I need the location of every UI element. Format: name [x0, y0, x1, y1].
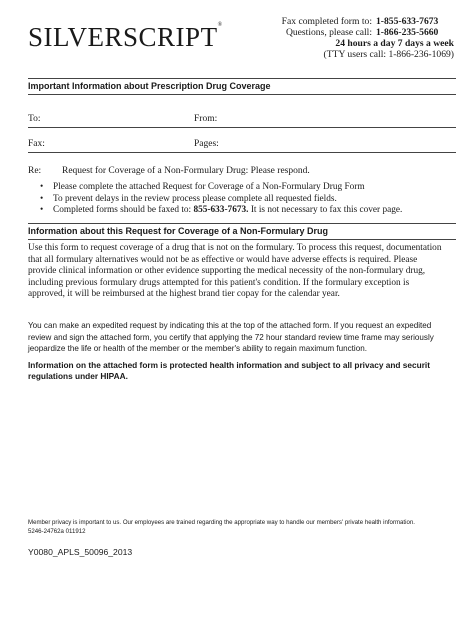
divider — [28, 127, 456, 128]
divider — [28, 94, 456, 95]
re-line — [28, 166, 310, 176]
contact-phone-number: 1-866-235-5660 — [376, 27, 439, 38]
document-code: Y0080_APLS_50096_2013 — [28, 547, 133, 557]
list-item: • Please complete the attached Request for Coverage of a Non-Formulary Drug Form — [40, 182, 402, 194]
contact-fax-row — [282, 16, 454, 27]
request-info-title: Information about this Request for Coverage of a Non-Formulary Drug — [28, 226, 329, 236]
privacy-notice: Member privacy is important to us. Our employees are trained regarding the appropriate way to handle our members' private health information. — [28, 519, 415, 526]
paragraph-expedited: You can make an expedited request by indicating this at the top of the attached form. If you request an expedited review and sign the attached form, you certify that applying the 72 hour standard review time frame may seriously jeopardize the life or health of the member or the member's ability to regain maximum function. — [28, 321, 434, 354]
instruction-list — [40, 182, 402, 217]
logo-text: SILVERSCRIPT — [28, 22, 218, 52]
divider — [28, 239, 456, 240]
paragraph-formulary: Use this form to request coverage of a drug that is not on the formulary. To process this request, documentation that all formulary alternatives would not be as effective or would have adverse effects is required. Please provide clinical information or other evidence supporting the medical necessity of the non-formulary drug, including previous formulary drugs attempted for this patient's condition. If the formulary exception is approved, it will be reimbursed at the highest brand tier copay for the calendar year. — [28, 243, 442, 300]
contact-phone-label: Questions, please call: — [285, 27, 372, 38]
from-field[interactable]: From: — [194, 114, 218, 124]
list-item — [40, 205, 402, 217]
re-text: Request for Coverage of a Non-Formulary Drug: Please respond. — [62, 166, 310, 176]
to-field[interactable]: To: — [28, 114, 41, 124]
contact-fax-label: Fax completed form to: — [281, 16, 372, 27]
fax-field[interactable]: Fax: — [28, 139, 45, 149]
fax-number: 855-633-7673. — [193, 205, 249, 215]
silverscript-logo — [28, 22, 223, 53]
list-item: • To prevent delays in the review process please complete all requested fields. — [40, 194, 402, 206]
contact-phone-row — [282, 27, 454, 38]
re-label: Re: — [28, 166, 42, 176]
contact-fax-number: 1-855-633-7673 — [376, 16, 439, 27]
contact-hours: 24 hours a day 7 days a week — [335, 38, 454, 49]
paragraph-hipaa: Information on the attached form is protected health information and subject to all privacy and securit regulations under HIPAA. — [28, 360, 430, 381]
divider — [28, 78, 456, 79]
contact-block — [282, 16, 454, 60]
form-id: 5246-24762a 011912 — [28, 528, 86, 535]
cover-page-note: It is not necessary to fax this cover page. — [250, 205, 403, 215]
pages-field[interactable]: Pages: — [194, 139, 219, 149]
important-info-title: Important Information about Prescription Drug Coverage — [28, 81, 271, 91]
divider — [28, 152, 456, 153]
divider — [28, 223, 456, 224]
registered-mark: ® — [217, 22, 223, 28]
contact-tty: (TTY users call: 1-866-236-1069) — [323, 49, 454, 60]
fax-instruction-text: Completed forms should be faxed to: — [53, 205, 192, 215]
